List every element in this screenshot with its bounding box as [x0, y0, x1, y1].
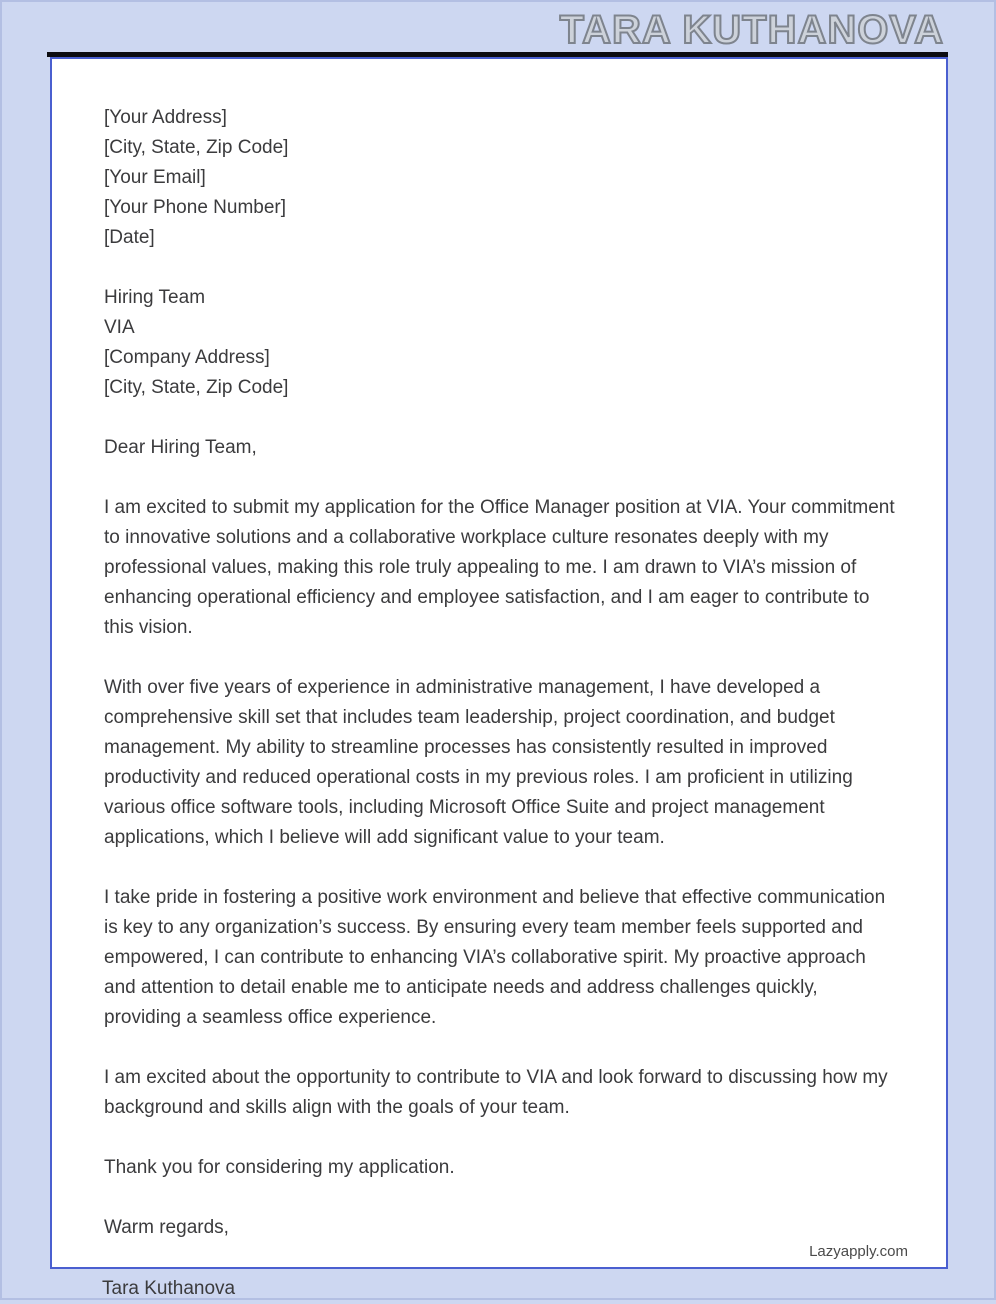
signature: Tara Kuthanova — [102, 1278, 236, 1299]
sender-phone-line: [Your Phone Number] — [104, 197, 287, 218]
sender-email-line: [Your Email] — [104, 167, 206, 188]
paragraph-experience: With over five years of experience in administrative management, I have developed a comprehensive skill set that includes team leadership, project coordination, and budget management. My ability to streamline processes has consistently resulted in improved productivity and reduced operational costs in my previous roles. I am proficient in utilizing various office software tools, including Microsoft Office Suite and project management applications, which I believe will add significant value to your team. — [104, 677, 853, 848]
letter-paper — [50, 57, 948, 1269]
paragraph-culture: I take pride in fostering a positive work environment and believe that effective communication is key to any organization’s success. By ensuring every team member feels supported and empowered, I can contribute to enhancing VIA’s collaborative spirit. My proactive approach and attention to detail enable me to anticipate needs and address challenges quickly, providing a seamless office experience. — [104, 887, 886, 1028]
recipient-company-line: VIA — [104, 317, 135, 338]
closing: Warm regards, — [104, 1217, 229, 1238]
date-line: [Date] — [104, 227, 155, 248]
sender-city-line: [City, State, Zip Code] — [104, 137, 289, 158]
header-name: TARA KUTHANOVA — [559, 8, 944, 52]
recipient-address-line: [Company Address] — [104, 347, 270, 368]
salutation: Dear Hiring Team, — [104, 437, 257, 458]
watermark: Lazyapply.com — [809, 1243, 908, 1260]
paragraph-opportunity: I am excited about the opportunity to contribute to VIA and look forward to discussing how my background and skills align with the goals of your team. — [104, 1067, 888, 1118]
recipient-name-line: Hiring Team — [104, 287, 206, 308]
paragraph-thanks: Thank you for considering my application. — [104, 1157, 455, 1178]
sender-block — [104, 103, 896, 253]
recipient-city-line: [City, State, Zip Code] — [104, 377, 289, 398]
paragraph-intro: I am excited to submit my application for the Office Manager position at VIA. Your commitment to innovative solutions and a collaborative workplace culture resonates deeply with my professional values, making this role truly appealing to me. I am drawn to VIA’s mission of enhancing operational efficiency and employee satisfaction, and I am eager to contribute to this vision. — [104, 497, 895, 638]
sender-address-line: [Your Address] — [104, 107, 227, 128]
recipient-block — [104, 283, 896, 403]
header-divider — [47, 52, 948, 57]
